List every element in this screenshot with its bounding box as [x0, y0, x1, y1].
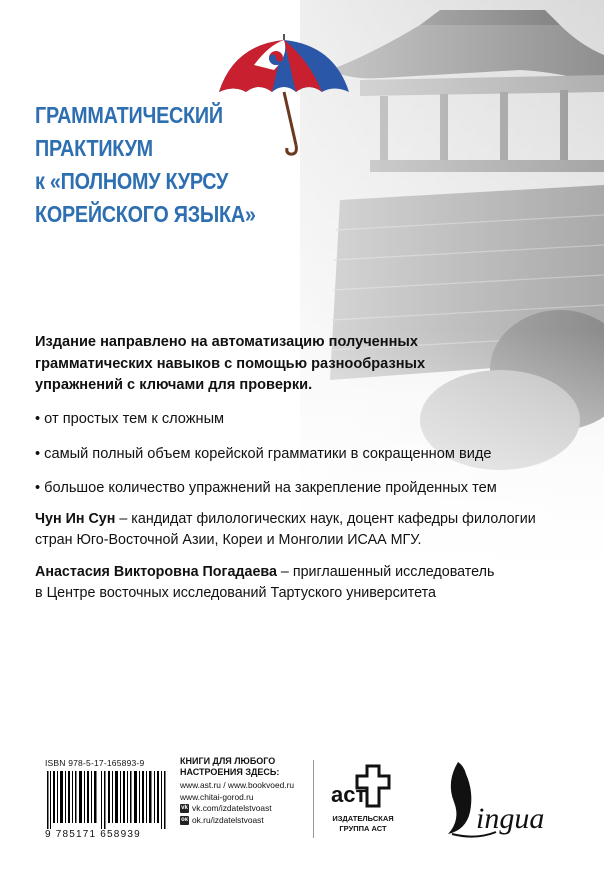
bullet-item-3: • большое количество упражнений на закрепление пройденных тем — [35, 480, 497, 496]
ok-row[interactable] — [180, 815, 294, 827]
ast-caption — [327, 814, 399, 834]
vk-row[interactable] — [180, 803, 294, 815]
lingua-logo-text: ingua — [476, 802, 545, 835]
books-heading-line-1: КНИГИ ДЛЯ ЛЮБОГО — [180, 756, 276, 766]
author-1-name: Чун Ин Сун — [35, 511, 116, 527]
intro-paragraph — [35, 332, 475, 397]
title-line-4: КОРЕЙСКОГО ЯЗЫКА» — [35, 201, 256, 227]
books-heading — [180, 756, 279, 778]
author-1-bio — [35, 509, 575, 551]
title-line-1: ГРАММАТИЧЕСКИЙ — [35, 102, 223, 128]
author-1-line-2: стран Юго-Восточной Азии, Кореи и Монголии ИСАА МГУ. — [35, 532, 422, 548]
intro-line-1: Издание направлено на автоматизацию полученных — [35, 334, 419, 350]
ast-logo-text: аст — [331, 782, 367, 807]
ok-icon: ок — [181, 816, 188, 823]
barcode — [45, 771, 167, 829]
barcode-number: 9 785171 658939 — [45, 829, 141, 840]
books-heading-line-2: НАСТРОЕНИЯ ЗДЕСЬ: — [180, 767, 280, 777]
ok-link[interactable]: ok.ru/izdatelstvoast — [192, 814, 264, 825]
footer-divider — [313, 760, 314, 838]
author-2-name: Анастасия Викторовна Погадаева — [35, 564, 277, 580]
author-2-line-1: – приглашенный исследователь — [276, 564, 495, 580]
isbn-text: ISBN 978-5-17-165893-9 — [45, 758, 145, 768]
author-2-line-2: в Центре восточных исследований Тартуского университета — [35, 585, 436, 601]
lingua-imprint-logo — [436, 752, 576, 842]
bullet-item-1: • от простых тем к сложным — [35, 411, 225, 427]
ast-caption-line-1: ИЗДАТЕЛЬСКАЯ — [332, 814, 394, 823]
title-line-2: ПРАКТИКУМ — [35, 135, 153, 161]
intro-line-2: грамматических навыков с помощью разнообразных — [35, 355, 426, 372]
ast-caption-line-2: ГРУППА АСТ — [339, 824, 387, 833]
author-2-bio — [35, 562, 575, 604]
store-links — [180, 780, 294, 826]
author-1-line-1: – кандидат филологических наук, доцент кафедры филологии — [115, 511, 536, 527]
title-line-3: к «ПОЛНОМУ КУРСУ — [35, 168, 229, 194]
vk-link[interactable]: vk.com/izdatelstvoast — [192, 803, 272, 813]
ast-publisher-logo — [327, 760, 397, 812]
bullet-item-2: • самый полный объем корейской грамматики в сокращенном виде — [35, 446, 492, 462]
vk-icon: vk — [181, 805, 188, 812]
book-title — [35, 99, 256, 231]
intro-line-3: упражнений с ключами для проверки. — [35, 377, 313, 393]
store-link-1[interactable]: www.ast.ru / www.bookvoed.ru — [180, 780, 295, 790]
store-link-2[interactable]: www.chitai-gorod.ru — [180, 791, 254, 802]
